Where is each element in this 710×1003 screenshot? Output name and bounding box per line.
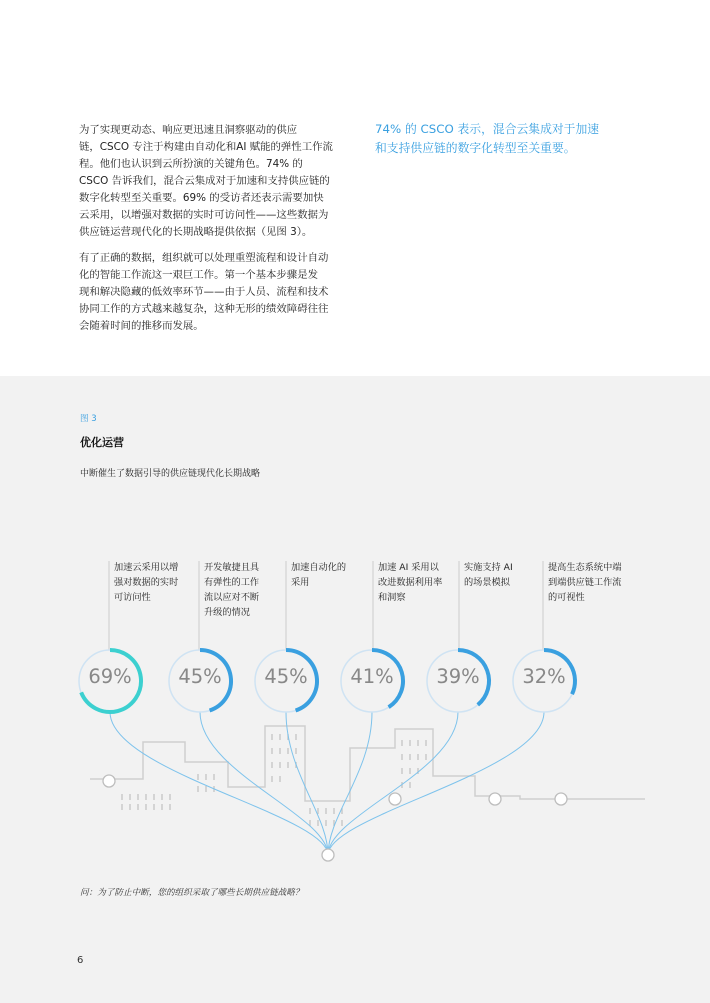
connector-curve	[110, 712, 328, 855]
survey-question: 问：为了防止中断，您的组织采取了哪些长期供应链战略？	[80, 888, 304, 898]
hub-node	[322, 849, 334, 861]
page-number: 6	[77, 955, 84, 966]
percent-label-5: 39%	[436, 665, 480, 688]
body-text-column	[79, 122, 349, 344]
caption-1: 加速云采用以增 强对数据的实时 可访问性	[114, 562, 179, 603]
paragraph-1: 为了实现更动态、响应更迅速且洞察驱动的供应 链，CSCO 专注于构建由自动化和AI 赋能的弹性工作流 程。他们也认识到云所扮演的关键角色。74% 的 CSCO 告诉我们，混合云集成对于加速和支持供应链的 数字化转型至关重要。69% 的受访者还表示需要加快 云采用，以增强对数据的实时可访问性——这些数据为 供应链运营现代化的长期战略提供依据（见图 3）。	[79, 124, 333, 238]
percent-label-4: 41%	[350, 665, 394, 688]
figure-title: 优化运营	[80, 436, 124, 449]
caption-4: 加速 AI 采用以 改进数据利用率 和洞察	[378, 562, 443, 603]
connector-curve	[286, 712, 328, 855]
skyline-icon	[90, 726, 645, 801]
node	[103, 775, 115, 787]
figure-illustration	[0, 376, 710, 1003]
percent-label-1: 69%	[88, 665, 132, 688]
percent-label-3: 45%	[264, 665, 308, 688]
connector-curve	[328, 712, 544, 855]
percent-label-2: 45%	[178, 665, 222, 688]
node	[489, 793, 501, 805]
caption-5: 实施支持 AI 的场景模拟	[464, 562, 513, 588]
figure-subtitle: 中断催生了数据引导的供应链现代化长期战略	[80, 469, 261, 479]
caption-6: 提高生态系统中端 到端供应链工作流 的可视性	[548, 562, 622, 603]
percent-label-6: 32%	[522, 665, 566, 688]
caption-2: 开发敏捷且具 有弹性的工作 流以应对不断 升级的情况	[204, 562, 260, 618]
pull-quote: 74% 的 CSCO 表示，混合云集成对于加速 和支持供应链的数字化转型至关重要。	[375, 122, 600, 155]
node	[555, 793, 567, 805]
connector-curve	[200, 712, 328, 855]
paragraph-2: 有了正确的数据，组织就可以处理重塑流程和设计自动 化的智能工作流这一艰巨工作。第一个基本步骤是发 现和解决隐藏的低效率环节——由于人员、流程和技术 协同工作的方式越来越复杂，这种无形的绩效障碍往往 会随着时间的推移而发展。	[79, 252, 329, 332]
figure-label: 图 3	[80, 414, 97, 424]
connector-curve	[328, 712, 458, 855]
node	[389, 793, 401, 805]
caption-3: 加速自动化的 采用	[291, 562, 347, 588]
